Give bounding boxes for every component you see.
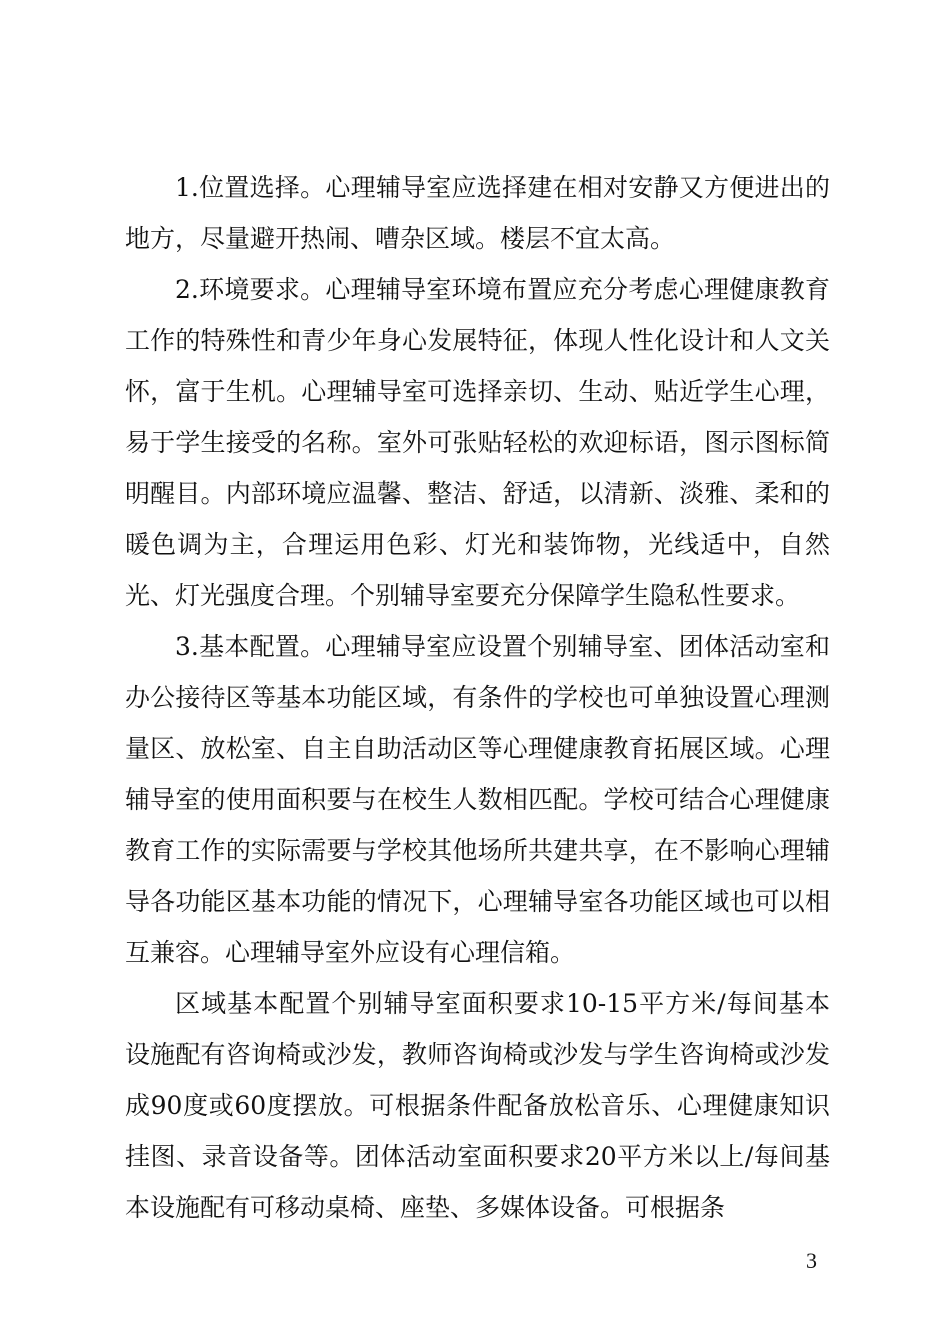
paragraph-location: 1.位置选择。心理辅导室应选择建在相对安静又方便进出的地方，尽量避开热闹、嘈杂区域。楼层不宜太高。 bbox=[125, 173, 830, 253]
body-text bbox=[125, 162, 830, 1233]
page-number: 3 bbox=[806, 1248, 817, 1273]
paragraph-environment: 2.环境要求。心理辅导室环境布置应充分考虑心理健康教育工作的特殊性和青少年身心发展特征，体现人性化设计和人文关怀，富于生机。心理辅导室可选择亲切、生动、贴近学生心理，易于学生接受的名称。室外可张贴轻松的欢迎标语，图示图标简明醒目。内部环境应温馨、整洁、舒适，以清新、淡雅、柔和的暖色调为主，合理运用色彩、灯光和装饰物，光线适中，自然光、灯光强度合理。个别辅导室要充分保障学生隐私性要求。 bbox=[125, 275, 830, 610]
paragraph-basic-config: 3.基本配置。心理辅导室应设置个别辅导室、团体活动室和办公接待区等基本功能区域，有条件的学校也可单独设置心理测量区、放松室、自主自助活动区等心理健康教育拓展区域。心理辅导室的使用面积要与在校生人数相匹配。学校可结合心理健康教育工作的实际需要与学校其他场所共建共享，在不影响心理辅导各功能区基本功能的情况下，心理辅导室各功能区域也可以相互兼容。心理辅导室外应设有心理信箱。 bbox=[125, 632, 830, 967]
paragraph-area-config: 区域基本配置个别辅导室面积要求10-15平方米/每间基本设施配有咨询椅或沙发，教师咨询椅或沙发与学生咨询椅或沙发成90度或60度摆放。可根据条件配备放松音乐、心理健康知识挂图、录音设备等。团体活动室面积要求20平方米以上/每间基本设施配有可移动桌椅、座垫、多媒体设备。可根据条 bbox=[125, 989, 830, 1222]
